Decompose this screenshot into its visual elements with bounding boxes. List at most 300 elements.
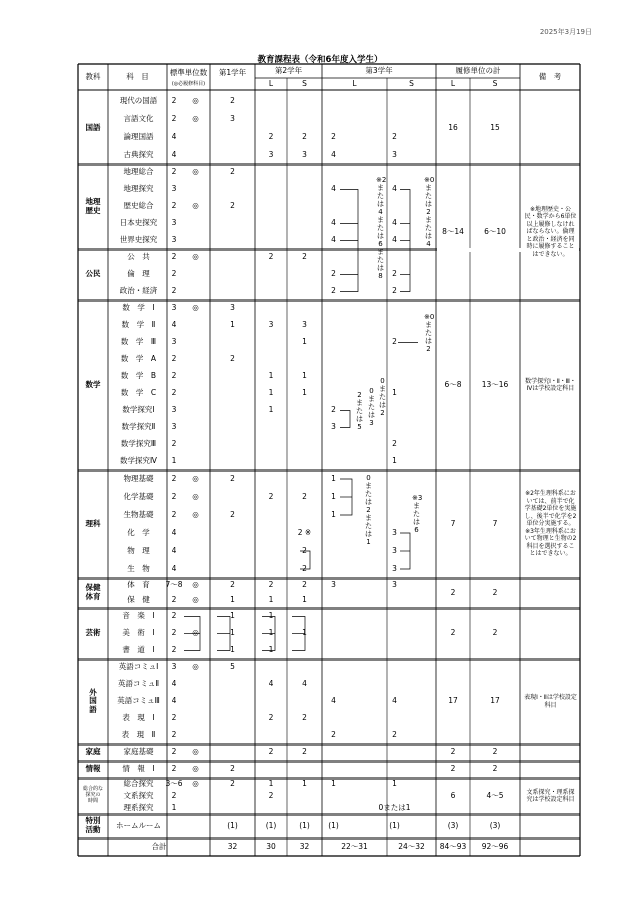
subject-name: 理系探究 — [123, 802, 154, 812]
grade3-S-credits — [387, 317, 402, 334]
grade3-S-credits — [387, 198, 402, 215]
std-credits: 2 — [171, 611, 177, 621]
grade1-credits: 1 — [230, 611, 235, 621]
grade2-S-credits: 1 — [302, 778, 307, 788]
grade3-S-credits: 0または1 — [378, 802, 411, 812]
grade3-L-credits: 4 — [331, 696, 336, 706]
grade1-credits — [210, 744, 255, 761]
grade2-L-credits — [255, 110, 287, 128]
grade2-L-credits — [255, 506, 287, 524]
subject-name: 表 現 Ⅱ — [121, 730, 156, 740]
grade2-L-credits — [255, 560, 287, 578]
grade2-S-credits: 2 — [302, 491, 307, 501]
choice-note-math-L-c: 2または5 — [356, 391, 363, 431]
grade3-L-credits — [322, 761, 345, 778]
std-credits: 4 — [171, 679, 177, 689]
header-S: S — [492, 78, 498, 88]
grade2-S-credits — [287, 198, 322, 215]
required-mark — [181, 232, 210, 249]
subject-name: 総合探究 — [123, 778, 154, 788]
required-mark — [181, 524, 210, 542]
grade1-credits — [210, 368, 255, 385]
std-credits — [167, 814, 181, 838]
total-S: 15 — [490, 122, 500, 132]
choice-note-math-S: ※0または2 — [424, 313, 435, 353]
required-mark — [181, 560, 210, 578]
required-mark — [181, 128, 210, 146]
std-credits: 2 — [171, 509, 177, 519]
subject-name: 現代の国語 — [119, 95, 158, 105]
grade1-credits: 5 — [230, 662, 235, 672]
subject-name: 公 共 — [127, 252, 150, 262]
subject-name: 政治・経済 — [119, 286, 158, 296]
grade2-S-credits: 2 — [302, 713, 307, 723]
area-name: 外 国 語 — [89, 687, 97, 714]
required-mark: ◎ — [192, 201, 199, 211]
area-name: 理科 — [85, 518, 101, 528]
grade2-S-credits — [287, 300, 322, 317]
grade3-L-credits — [322, 710, 345, 727]
grade2-L-credits: 2 — [268, 491, 274, 501]
header-std-note: (◎必履修科目) — [171, 81, 206, 88]
grade2-S-credits — [287, 790, 322, 802]
required-mark — [181, 453, 210, 470]
print-date: 2025年3月19日 — [539, 28, 592, 36]
subject-name: 数学探究Ⅳ — [120, 456, 157, 466]
grade2-L-credits — [255, 802, 287, 814]
grade3-S-credits — [387, 92, 402, 110]
grade3-S-credits — [387, 300, 402, 317]
grade2-S-credits — [287, 419, 322, 436]
std-credits: 2 — [171, 354, 177, 364]
std-credits: 3～6 — [165, 778, 183, 788]
std-credits: 3 — [171, 303, 177, 313]
choice-note-sci-L: 0または2または1 — [365, 474, 372, 546]
std-credits: 2 — [171, 730, 177, 740]
grade2-L-credits — [255, 693, 287, 710]
grade3-S-credits — [387, 110, 402, 128]
grade3-S-credits — [387, 642, 402, 659]
grade1-credits: 2 — [230, 354, 235, 364]
std-credits: 3 — [171, 337, 177, 347]
total-label: 合計 — [151, 841, 167, 851]
grade3-S-credits — [387, 488, 402, 506]
required-mark — [181, 266, 210, 283]
grade1-credits — [210, 524, 255, 542]
total-S: 17 — [490, 696, 500, 706]
subject-name: 保 健 — [127, 595, 150, 605]
std-credits: 2 — [171, 628, 177, 638]
std-credits: 2 — [171, 371, 177, 381]
total-g1: 32 — [227, 841, 238, 851]
required-mark: ◎ — [192, 167, 199, 177]
std-credits: 2 — [171, 167, 177, 177]
required-mark — [181, 334, 210, 351]
subject-name: 英語コミュⅠ — [118, 662, 159, 672]
grade3-S-credits: 3 — [392, 580, 397, 590]
grade2-S-credits: 2 — [302, 252, 307, 262]
grade3-L-credits: 4 — [331, 235, 336, 245]
grade3-S-credits: 1 — [392, 388, 397, 398]
grade2-S-credits — [287, 761, 322, 778]
grade3-S-credits: 2 — [392, 269, 397, 279]
subject-name: 音 楽 Ⅰ — [122, 611, 155, 621]
subject-name: 数 学 A — [120, 354, 157, 364]
total-L: (3) — [447, 820, 459, 830]
grade2-L-credits: 4 — [268, 679, 274, 689]
header-L: L — [450, 78, 456, 88]
grade1-credits: 2 — [230, 473, 235, 483]
subject-name: 文系探究 — [123, 790, 154, 800]
grade3-S-credits — [387, 625, 402, 642]
grade1-credits: 1 — [230, 320, 235, 330]
area-name: 保健 体育 — [85, 583, 101, 601]
grade2-S-credits — [287, 402, 322, 419]
grade2-S-credits: 2 — [302, 747, 307, 757]
grade3-S-credits — [387, 164, 402, 181]
grade1-credits — [210, 402, 255, 419]
grade2-L-credits: 2 — [268, 790, 274, 800]
subject-name: 数 学 C — [120, 388, 157, 398]
std-credits: 2 — [171, 747, 177, 757]
grade1-credits: 1 — [230, 595, 235, 605]
grade3-S-credits: 4 — [392, 696, 397, 706]
grade3-L-credits: (1) — [328, 820, 339, 830]
grade2-L-credits: 1 — [268, 371, 274, 381]
subject-name: 地理総合 — [123, 167, 154, 177]
std-credits: 2 — [171, 790, 177, 800]
grade3-S-credits — [387, 593, 402, 608]
grade2-S-credits — [287, 470, 322, 488]
grade2-S-credits: (1) — [299, 820, 310, 830]
grade2-S-credits: 2 ※ — [297, 527, 312, 537]
required-mark: ◎ — [192, 95, 199, 105]
total-L: 2 — [450, 747, 456, 757]
remark-note: ※2年生理科系においては、前半で化学基礎2単位を実施し、後半で化学を2単位分実施する。※3年生理科系において物理と生物の2科目を選択することはできない。 — [524, 490, 577, 558]
grade3-L-credits — [322, 642, 345, 659]
total-L: 17 — [448, 696, 458, 706]
area-name: 家庭 — [85, 747, 101, 757]
std-credits: 2 — [171, 286, 177, 296]
grade1-credits — [210, 283, 255, 300]
std-credits: 3 — [171, 422, 177, 432]
grade3-S-credits: 1 — [392, 778, 397, 788]
grade2-L-credits: 2 — [268, 252, 274, 262]
grade2-S-credits — [287, 232, 322, 249]
grade2-S-credits: 2 — [302, 545, 307, 555]
subject-name: 数 学 Ⅱ — [121, 320, 156, 330]
choice-note-math-L-a: 0または2 — [379, 377, 386, 417]
total-L: 2 — [450, 587, 456, 597]
area-name: 総合的な 探究の 時間 — [82, 786, 103, 804]
remark-note: ※地理歴史・公民・数学から6単位以上履修しなければならない。倫理と政治・経済を同時に履修することはできない。 — [524, 205, 577, 258]
header-S: S — [409, 78, 414, 88]
grade2-L-credits — [255, 334, 287, 351]
choice-note-math-L-b: 0または3 — [368, 387, 375, 427]
std-credits: 2 — [171, 388, 177, 398]
grade3-S-credits: 3 — [392, 149, 397, 159]
total-tS: 92～96 — [481, 841, 509, 851]
grade3-S-credits: 2 — [392, 730, 397, 740]
std-credits: 7～8 — [165, 580, 183, 590]
grade1-credits — [210, 419, 255, 436]
grade3-L-credits — [322, 593, 345, 608]
grade1-credits — [210, 676, 255, 693]
subject-name: 生物基礎 — [123, 509, 154, 519]
grade3-L-credits — [322, 317, 345, 334]
grade3-L-credits — [322, 351, 345, 368]
grade1-credits — [210, 181, 255, 198]
grade3-L-credits — [322, 659, 345, 676]
subject-name: 書 道 Ⅰ — [122, 645, 155, 655]
grade3-L-credits — [322, 625, 345, 642]
grade1-credits — [210, 542, 255, 560]
grade1-credits — [210, 215, 255, 232]
header-S: S — [302, 78, 307, 88]
grade2-S-credits — [287, 727, 322, 744]
grade3-S-credits — [387, 659, 402, 676]
grade2-S-credits: 2 — [302, 563, 307, 573]
required-mark — [181, 317, 210, 334]
std-credits: 2 — [171, 595, 177, 605]
grade3-L-credits: 4 — [331, 184, 336, 194]
grade3-S-credits: 4 — [392, 218, 397, 228]
total-L: 7 — [450, 518, 456, 528]
choice-note-sci-S: ※3または6 — [412, 494, 423, 534]
grade3-L-credits — [322, 164, 345, 181]
total-L: 8～14 — [442, 226, 464, 236]
grade2-L-credits: 2 — [268, 131, 274, 141]
subject-name: 物 理 — [127, 545, 150, 555]
grade3-S-credits: 3 — [392, 545, 397, 555]
std-credits: 2 — [171, 201, 177, 211]
grade2-S-credits — [287, 351, 322, 368]
grade2-L-credits — [255, 453, 287, 470]
grade2-L-credits: 3 — [268, 320, 274, 330]
grade1-credits: 2 — [230, 778, 235, 788]
grade2-S-credits — [287, 608, 322, 625]
grade3-L-credits — [322, 92, 345, 110]
grade1-credits — [210, 802, 255, 814]
grade2-L-credits: 1 — [268, 628, 274, 638]
grade2-L-credits: (1) — [265, 820, 277, 830]
required-mark — [181, 385, 210, 402]
total-L: 2 — [450, 628, 456, 638]
std-credits: 3 — [171, 405, 177, 415]
page-title: 教育課程表（令和6年度入学生） — [257, 55, 383, 65]
total-S: 2 — [492, 628, 498, 638]
grade3-L-credits: 1 — [331, 509, 336, 519]
required-mark — [181, 402, 210, 419]
grade2-S-credits — [287, 164, 322, 181]
std-credits: 3 — [171, 184, 177, 194]
total-g2S: 32 — [299, 841, 310, 851]
std-credits: 4 — [171, 696, 177, 706]
subject-name: 数学探究Ⅱ — [121, 422, 156, 432]
required-mark: ◎ — [192, 747, 199, 757]
subject-name: 数学探究Ⅰ — [122, 405, 155, 415]
subject-name: 倫 理 — [127, 269, 150, 279]
grade1-credits — [210, 232, 255, 249]
total-S: (3) — [489, 820, 501, 830]
header-subject: 科 目 — [126, 71, 149, 81]
area-name: 情報 — [85, 764, 101, 774]
grade2-L-credits — [255, 92, 287, 110]
grade2-L-credits: 1 — [268, 611, 274, 621]
subject-name: 化 学 — [127, 527, 150, 537]
std-credits: 2 — [171, 269, 177, 279]
subject-name: 古典探究 — [123, 149, 154, 159]
grade2-L-credits — [255, 198, 287, 215]
std-credits: 2 — [171, 491, 177, 501]
grade1-credits: 2 — [230, 201, 235, 211]
required-mark: ◎ — [192, 252, 199, 262]
grade2-S-credits: 4 — [302, 679, 307, 689]
header-subject-area: 教科 — [85, 71, 101, 81]
required-mark: ◎ — [192, 662, 199, 672]
required-mark — [181, 814, 210, 838]
grade3-L-credits — [322, 368, 345, 385]
grade1-credits — [210, 727, 255, 744]
grade1-credits — [210, 453, 255, 470]
grade2-L-credits — [255, 419, 287, 436]
std-credits: 2 — [171, 252, 177, 262]
required-mark — [181, 542, 210, 560]
grade2-S-credits — [287, 110, 322, 128]
grade3-S-credits: 2 — [392, 131, 397, 141]
required-mark — [181, 790, 210, 802]
required-mark: ◎ — [192, 595, 199, 605]
area-name: 公民 — [85, 269, 101, 279]
required-mark — [181, 693, 210, 710]
required-mark — [181, 727, 210, 744]
required-mark — [181, 283, 210, 300]
grade3-L-credits — [322, 110, 345, 128]
grade3-L-credits — [322, 790, 345, 802]
grade2-L-credits — [255, 283, 287, 300]
total-L: 6～8 — [444, 379, 462, 389]
grade3-L-credits — [322, 542, 345, 560]
grade2-S-credits — [287, 802, 322, 814]
grade2-S-credits — [287, 283, 322, 300]
grade3-L-credits — [322, 436, 345, 453]
total-S: 6～10 — [484, 226, 506, 236]
required-mark — [181, 710, 210, 727]
area-name: 特別 活動 — [85, 816, 101, 834]
grade2-S-credits: 1 — [302, 371, 307, 381]
subject-name: 数 学 Ⅲ — [120, 337, 157, 347]
grade1-credits: 3 — [230, 303, 235, 313]
header-total: 履修単位の計 — [455, 65, 501, 75]
grade3-S-credits — [387, 368, 402, 385]
std-credits: 4 — [171, 320, 177, 330]
grade2-S-credits: 2 — [302, 580, 307, 590]
grade1-credits: 2 — [230, 95, 235, 105]
grade1-credits — [210, 693, 255, 710]
std-credits: 2 — [171, 439, 177, 449]
grade3-S-credits: 4 — [392, 184, 397, 194]
required-mark — [181, 436, 210, 453]
grade2-L-credits: 1 — [268, 778, 274, 788]
grade2-S-credits — [287, 181, 322, 198]
std-credits: 4 — [171, 149, 177, 159]
grade3-L-credits: 3 — [331, 422, 336, 432]
std-credits: 3 — [171, 662, 177, 672]
choice-note-social-L: ※2または4または6または8 — [376, 176, 387, 280]
grade2-S-credits — [287, 215, 322, 232]
grade2-L-credits: 1 — [268, 405, 274, 415]
grade3-L-credits — [322, 744, 345, 761]
grade3-L-credits — [322, 300, 345, 317]
grade2-L-credits — [255, 761, 287, 778]
std-credits: 2 — [171, 764, 177, 774]
subject-name: 表 現 Ⅰ — [122, 713, 155, 723]
grade2-S-credits: 1 — [302, 595, 307, 605]
grade1-credits: 2 — [230, 509, 235, 519]
grade2-L-credits — [255, 436, 287, 453]
total-S: 2 — [492, 587, 498, 597]
required-mark — [181, 215, 210, 232]
grade2-L-credits — [255, 351, 287, 368]
grade3-S-credits — [387, 249, 402, 266]
grade3-S-credits — [387, 676, 402, 693]
std-credits: 4 — [171, 527, 177, 537]
required-mark — [181, 181, 210, 198]
grade3-S-credits: 2 — [392, 337, 397, 347]
subject-name: 家庭基礎 — [123, 747, 154, 757]
grade1-credits: 2 — [230, 764, 235, 774]
subject-name: 英語コミュⅢ — [117, 696, 160, 706]
header-grade3: 第3学年 — [365, 65, 393, 75]
grade1-credits: 2 — [230, 167, 235, 177]
subject-name: 数学探究Ⅲ — [120, 439, 157, 449]
grade2-S-credits — [287, 506, 322, 524]
grade2-L-credits — [255, 232, 287, 249]
total-S: 4～5 — [486, 790, 504, 800]
required-mark: ◎ — [192, 778, 199, 788]
grade2-L-credits — [255, 727, 287, 744]
total-g2L: 30 — [266, 841, 276, 851]
grade2-L-credits — [255, 215, 287, 232]
required-mark: ◎ — [192, 113, 199, 123]
grade3-S-credits: 4 — [392, 235, 397, 245]
grade3-L-credits — [322, 385, 345, 402]
grade2-L-credits: 3 — [268, 149, 274, 159]
grade3-L-credits: 2 — [331, 269, 336, 279]
grade2-S-credits: 3 — [302, 320, 307, 330]
remark-note: 表現Ⅰ・Ⅱは学校設定科目 — [524, 694, 577, 709]
grade2-S-credits — [287, 266, 322, 283]
header-grade2: 第2学年 — [274, 65, 303, 75]
grade3-S-credits — [387, 744, 402, 761]
grade1-credits — [210, 334, 255, 351]
subject-name: 英語コミュⅡ — [117, 679, 160, 689]
grade2-L-credits: 2 — [268, 747, 274, 757]
grade3-L-credits — [322, 802, 345, 814]
total-tL: 84～93 — [439, 841, 467, 851]
required-mark: ◎ — [192, 628, 199, 638]
std-credits: 1 — [171, 456, 177, 466]
grade3-L-credits — [322, 249, 345, 266]
grade1-credits — [210, 560, 255, 578]
subject-name: 情 報 Ⅰ — [122, 764, 155, 774]
grade3-L-credits — [322, 453, 345, 470]
subject-name: 化学基礎 — [123, 491, 154, 501]
required-mark: ◎ — [192, 491, 199, 501]
grade3-L-credits — [322, 608, 345, 625]
area-name: 国語 — [85, 122, 101, 132]
subject-name: ホームルーム — [116, 820, 161, 830]
